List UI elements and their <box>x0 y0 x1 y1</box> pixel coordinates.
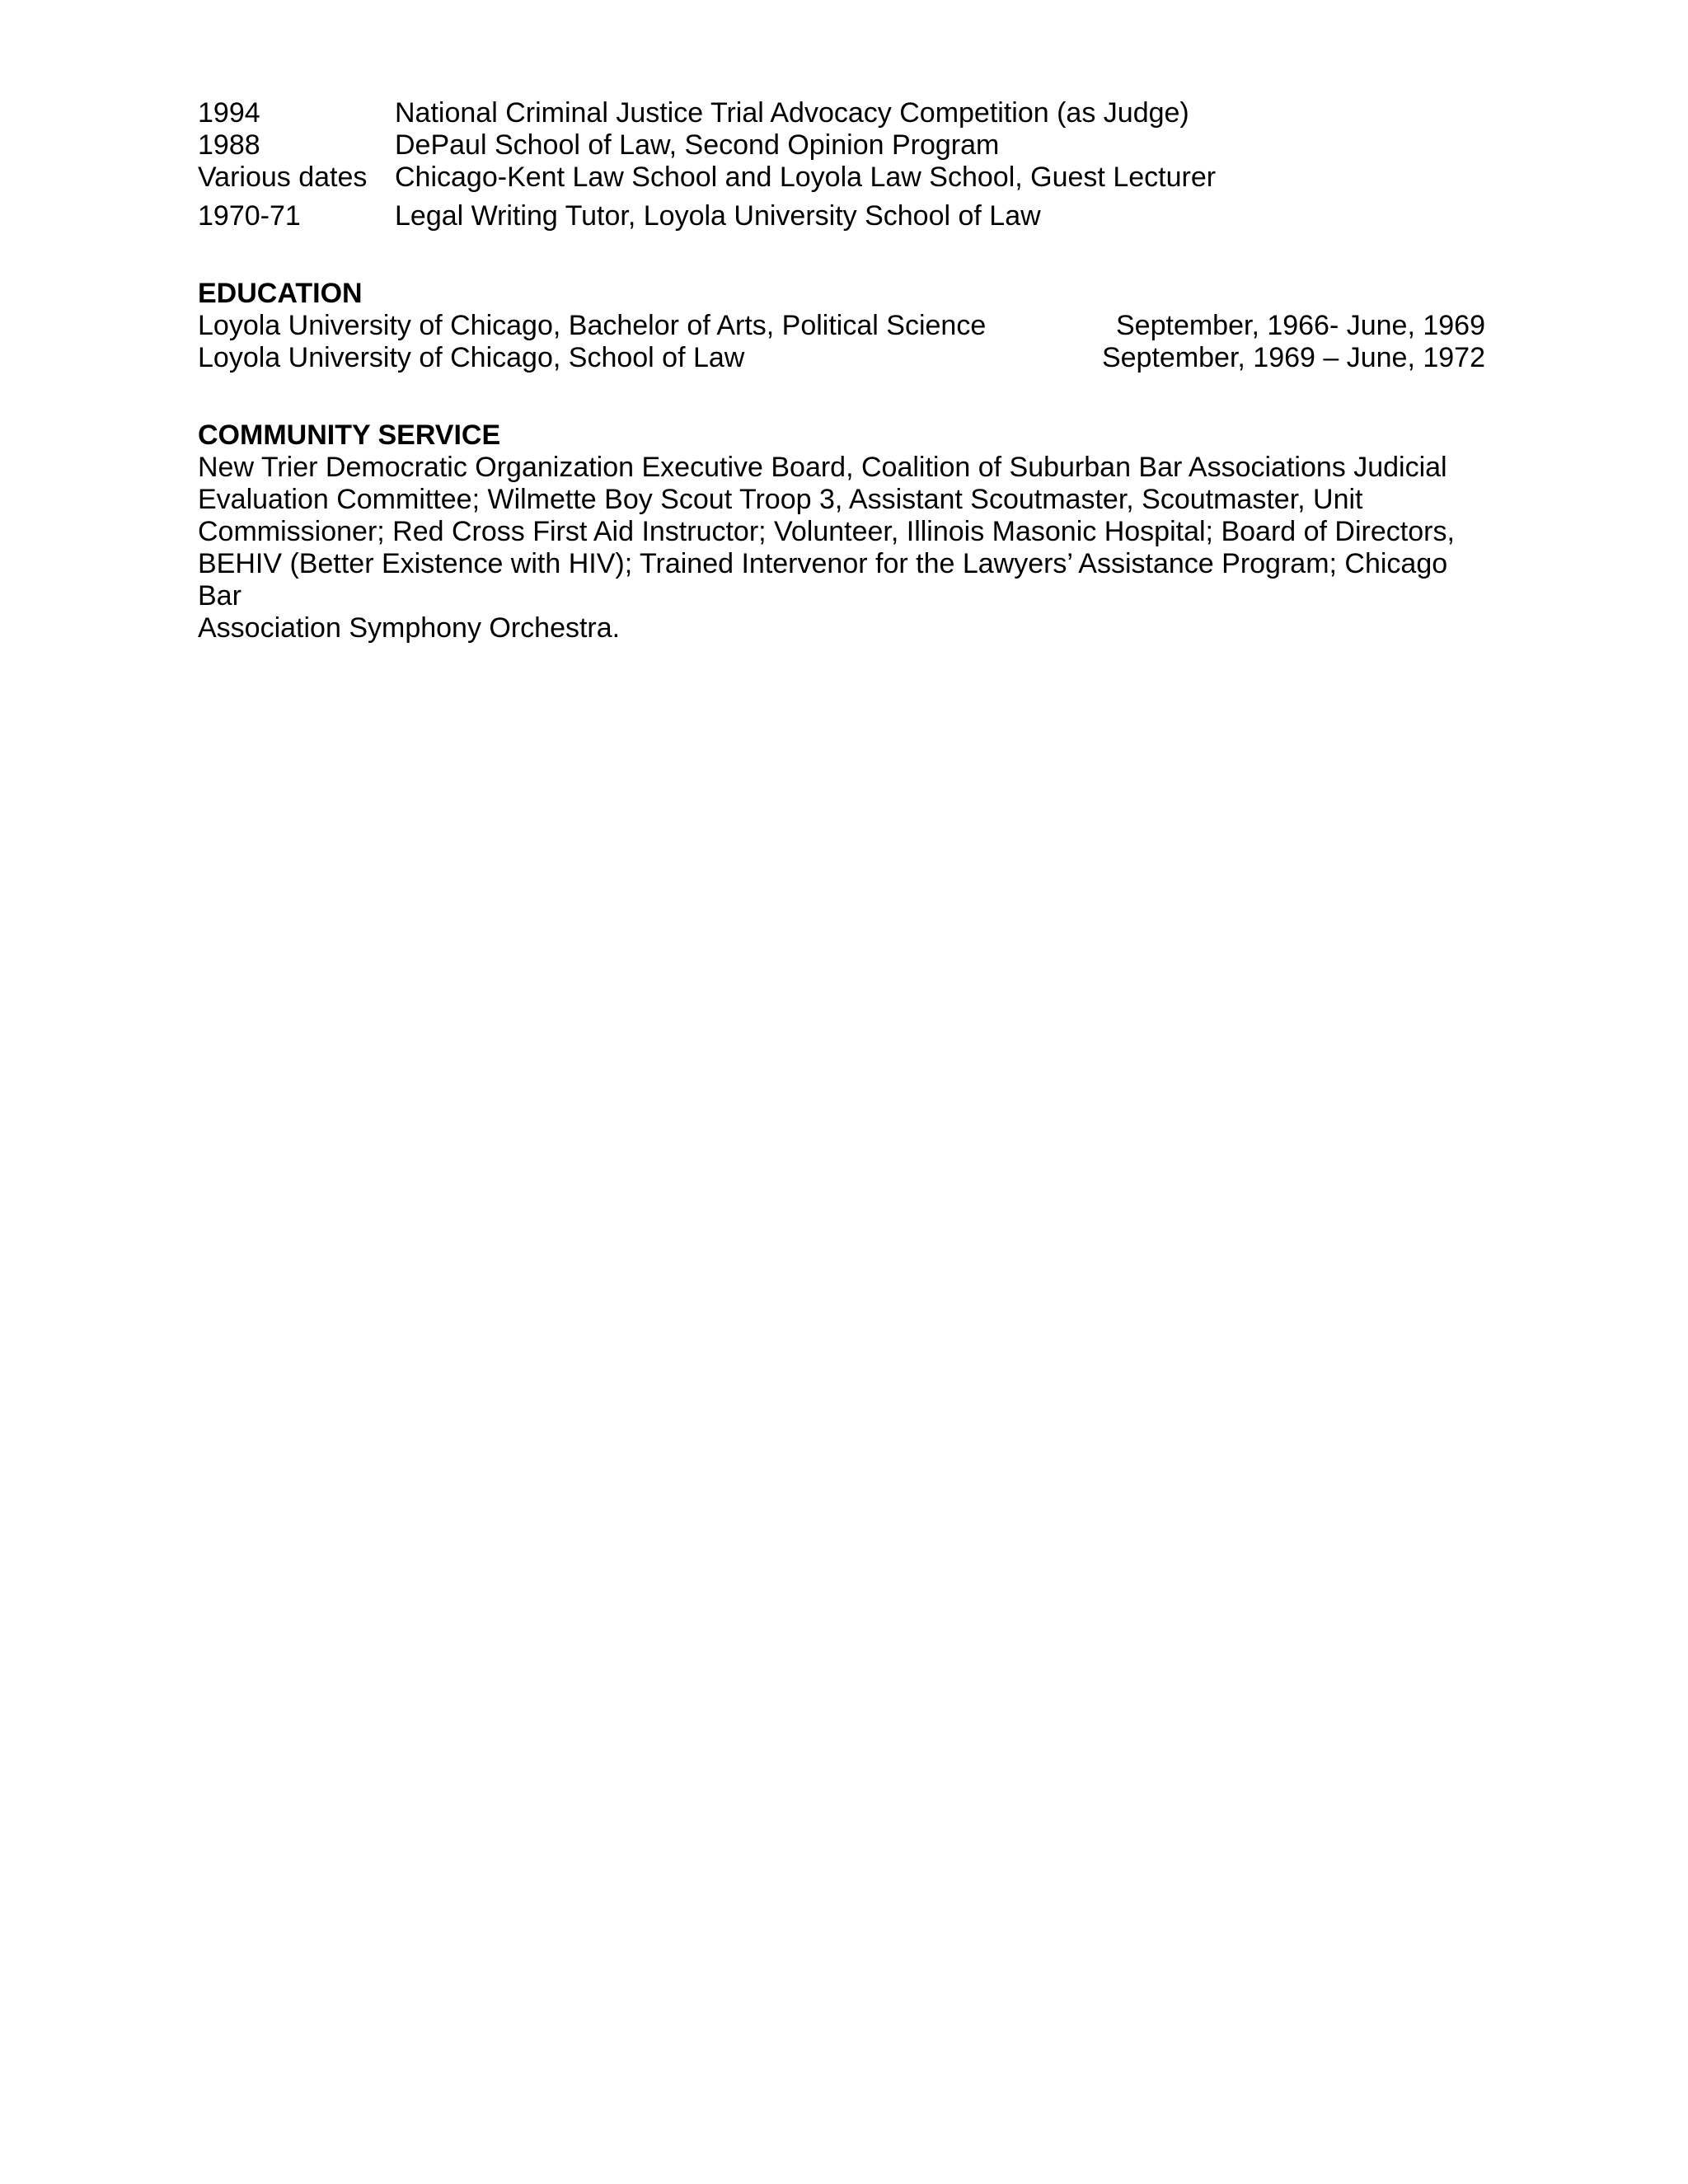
community-service-line: BEHIV (Better Existence with HIV); Trained Intervenor for the Lawyers’ Assistance Program; Chicago Bar <box>198 548 1448 612</box>
education-row <box>198 310 1485 342</box>
education-row <box>198 342 1485 374</box>
experience-date: 1988 <box>198 129 260 161</box>
experience-date: Various dates <box>198 162 368 193</box>
experience-description: National Criminal Justice Trial Advocacy Competition (as Judge) <box>395 97 1189 129</box>
education-dates: September, 1966- June, 1969 <box>1116 310 1485 341</box>
experience-description: DePaul School of Law, Second Opinion Program <box>395 129 1000 161</box>
experience-date: 1970-71 <box>198 200 301 232</box>
experience-description: Chicago-Kent Law School and Loyola Law School, Guest Lecturer <box>395 162 1217 193</box>
education-dates: September, 1969 – June, 1972 <box>1101 342 1485 373</box>
experience-row <box>198 129 1485 162</box>
experience-row <box>198 200 1485 232</box>
education-heading: EDUCATION <box>198 278 363 309</box>
education-school: Loyola University of Chicago, School of Law <box>198 342 745 373</box>
experience-date: 1994 <box>198 97 260 129</box>
resume-content <box>198 97 1485 644</box>
community-service-line: Association Symphony Orchestra. <box>198 612 621 644</box>
experience-row <box>198 97 1485 129</box>
teaching-experience-list <box>198 97 1485 232</box>
community-service-line: New Trier Democratic Organization Executive Board, Coalition of Suburban Bar Associations Judicial <box>198 452 1447 483</box>
education-school: Loyola University of Chicago, Bachelor of Arts, Political Science <box>198 310 987 341</box>
education-section <box>198 278 1485 374</box>
community-service-section <box>198 419 1485 644</box>
experience-row <box>198 162 1485 194</box>
community-service-line: Commissioner; Red Cross First Aid Instructor; Volunteer, Illinois Masonic Hospital; Board of Directors, <box>198 516 1455 547</box>
community-service-heading: COMMUNITY SERVICE <box>198 419 501 451</box>
community-service-line: Evaluation Committee; Wilmette Boy Scout Troop 3, Assistant Scoutmaster, Scoutmaster, Unit <box>198 484 1363 515</box>
community-service-text <box>198 452 1485 644</box>
experience-description: Legal Writing Tutor, Loyola University School of Law <box>395 200 1041 232</box>
